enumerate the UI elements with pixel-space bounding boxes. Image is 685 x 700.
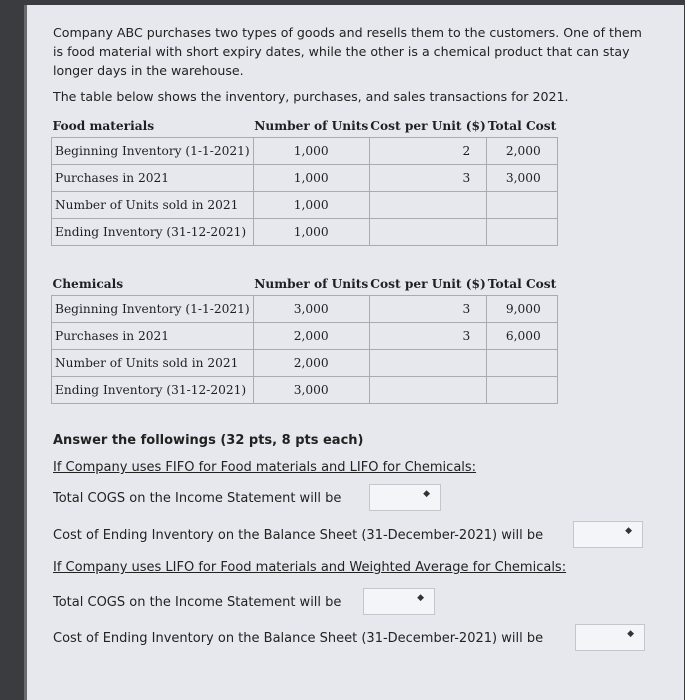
scenario-2-heading: If Company uses LIFO for Food materials and Weighted Average for Chemicals: bbox=[53, 560, 567, 575]
total-cell bbox=[487, 377, 558, 404]
header-cell: Food materials bbox=[52, 119, 155, 133]
row-label: Purchases in 2021 bbox=[52, 323, 254, 350]
cost-cell: 2 bbox=[369, 138, 487, 165]
units-cell: 2,000 bbox=[253, 323, 369, 350]
table-intro: The table below shows the inventory, purchases, and sales transactions for 2021. bbox=[53, 89, 569, 104]
cost-cell bbox=[369, 350, 487, 377]
total-cell: 9,000 bbox=[487, 296, 558, 323]
question-4-dropdown[interactable] bbox=[575, 624, 645, 651]
units-cell: 1,000 bbox=[253, 165, 369, 192]
units-cell: 3,000 bbox=[253, 377, 369, 404]
question-4-label: Cost of Ending Inventory on the Balance Sheet (31-December-2021) will be bbox=[53, 631, 544, 646]
units-cell: 1,000 bbox=[253, 138, 369, 165]
total-cell: 2,000 bbox=[487, 138, 558, 165]
total-cell bbox=[487, 192, 558, 219]
intro-paragraph: Company ABC purchases two types of goods and resells them to the customers. One of them is food material with short expiry dates, while the other is a chemical product that can stay longer days in the warehouse. bbox=[53, 25, 642, 78]
cost-cell bbox=[369, 192, 487, 219]
header-cell: Cost per Unit ($) bbox=[370, 119, 486, 133]
units-cell: 2,000 bbox=[253, 350, 369, 377]
table-row bbox=[52, 219, 558, 246]
question-2-label: Cost of Ending Inventory on the Balance Sheet (31-December-2021) will be bbox=[53, 528, 544, 543]
dropdown-arrow-icon: ◆ bbox=[423, 489, 430, 499]
scenario-1-heading: If Company uses FIFO for Food materials and LIFO for Chemicals: bbox=[53, 460, 477, 475]
answer-heading: Answer the followings (32 pts, 8 pts each) bbox=[53, 433, 364, 448]
header-cell: Chemicals bbox=[52, 277, 124, 291]
total-cell: 6,000 bbox=[487, 323, 558, 350]
header-cell: Number of Units bbox=[254, 277, 369, 291]
cost-cell bbox=[369, 219, 487, 246]
header-cell: Number of Units bbox=[254, 119, 369, 133]
cost-cell bbox=[369, 377, 487, 404]
units-cell: 1,000 bbox=[253, 192, 369, 219]
table-header-row bbox=[52, 115, 558, 138]
worksheet-page bbox=[24, 5, 684, 700]
table-row bbox=[52, 165, 558, 192]
question-3-label: Total COGS on the Income Statement will be bbox=[53, 595, 342, 610]
table-row bbox=[52, 350, 558, 377]
question-1-dropdown[interactable] bbox=[369, 484, 441, 511]
question-3-dropdown[interactable] bbox=[363, 588, 435, 615]
row-label: Ending Inventory (31-12-2021) bbox=[52, 219, 254, 246]
dropdown-arrow-icon: ◆ bbox=[625, 526, 632, 536]
table-row bbox=[52, 192, 558, 219]
question-2-dropdown[interactable] bbox=[573, 521, 643, 548]
total-cell: 3,000 bbox=[487, 165, 558, 192]
dropdown-arrow-icon: ◆ bbox=[417, 593, 424, 603]
dropdown-arrow-icon: ◆ bbox=[627, 629, 634, 639]
cost-cell: 3 bbox=[369, 296, 487, 323]
table-row bbox=[52, 296, 558, 323]
question-1-label: Total COGS on the Income Statement will be bbox=[53, 491, 342, 506]
units-cell: 3,000 bbox=[253, 296, 369, 323]
table-header-row bbox=[52, 273, 558, 296]
header-cell: Total Cost bbox=[487, 119, 557, 133]
row-label: Number of Units sold in 2021 bbox=[52, 192, 254, 219]
food-materials-table bbox=[51, 115, 558, 246]
row-label: Beginning Inventory (1-1-2021) bbox=[52, 296, 254, 323]
cost-cell: 3 bbox=[369, 323, 487, 350]
total-cell bbox=[487, 219, 558, 246]
table-row bbox=[52, 323, 558, 350]
row-label: Ending Inventory (31-12-2021) bbox=[52, 377, 254, 404]
cost-cell: 3 bbox=[369, 165, 487, 192]
row-label: Purchases in 2021 bbox=[52, 165, 254, 192]
chemicals-table bbox=[51, 273, 558, 404]
header-cell: Total Cost bbox=[487, 277, 557, 291]
table-row bbox=[52, 377, 558, 404]
total-cell bbox=[487, 350, 558, 377]
header-cell: Cost per Unit ($) bbox=[370, 277, 486, 291]
row-label: Beginning Inventory (1-1-2021) bbox=[52, 138, 254, 165]
table-row bbox=[52, 138, 558, 165]
row-label: Number of Units sold in 2021 bbox=[52, 350, 254, 377]
units-cell: 1,000 bbox=[253, 219, 369, 246]
